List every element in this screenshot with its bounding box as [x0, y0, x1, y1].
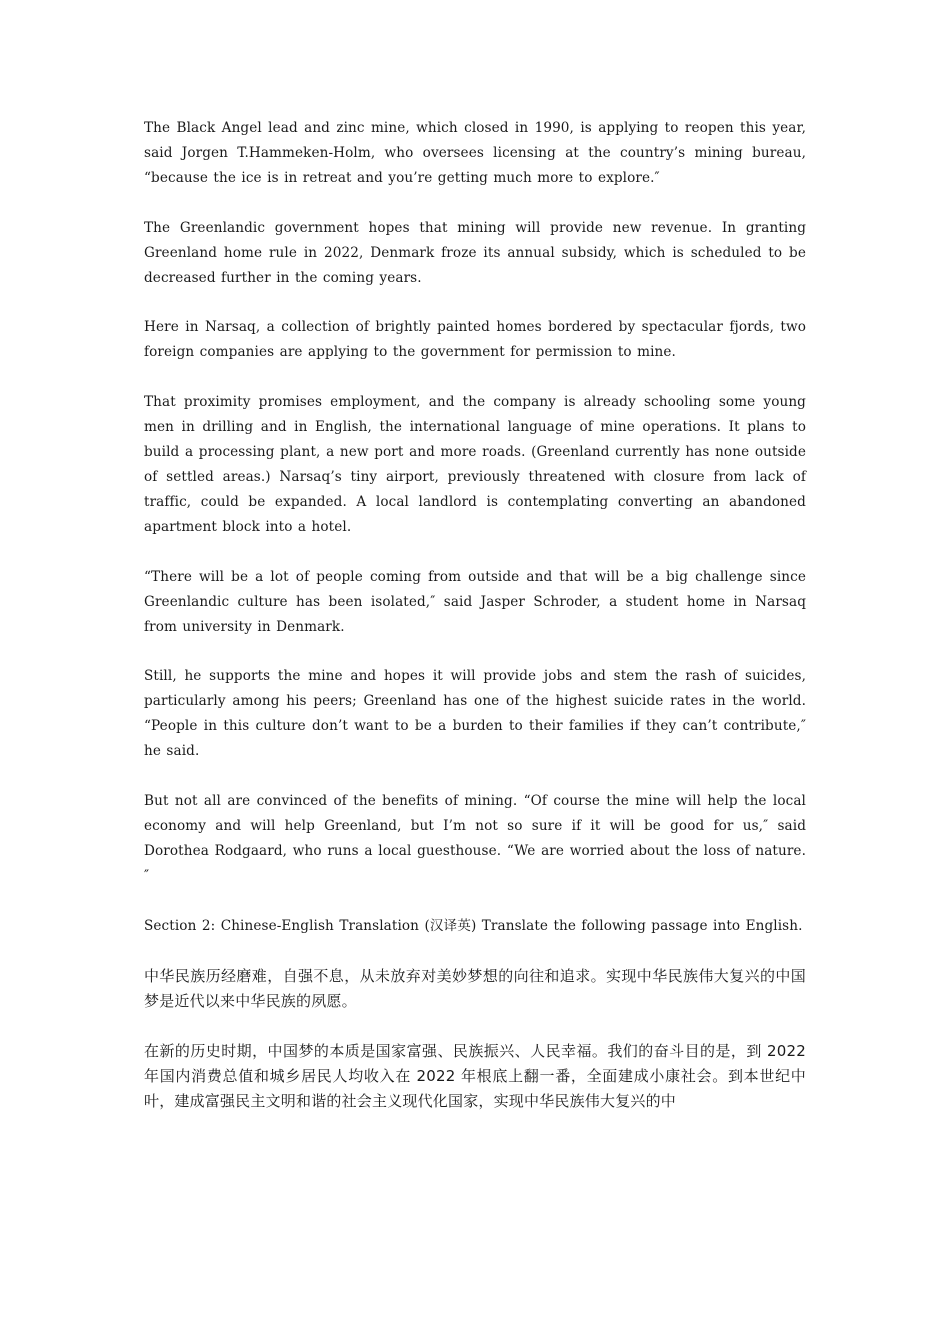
paragraph-government-revenue: The Greenlandic government hopes that mining will provide new revenue. In granting Greenland home rule in 2022, Denmark froze its annual subsidy, which is scheduled to be decreased further in the coming years. [144, 219, 806, 286]
chinese-paragraph-1: 中华民族历经磨难，自强不息，从未放弃对美妙梦想的向往和追求。实现中华民族伟大复兴的中国梦是近代以来中华民族的夙愿。 [144, 966, 806, 1010]
paragraph-black-angel-mine: The Black Angel lead and zinc mine, which closed in 1990, is applying to reopen this year, said Jorgen T.Hammeken-Holm, who oversees licensing at the country’s mining bureau, “because the ice is in retreat and you’re getting much more to explore.″ [144, 120, 806, 186]
section-2-heading: Section 2: Chinese-English Translation (汉译英) Translate the following passage into English. [144, 917, 803, 934]
chinese-paragraph-2: 在新的历史时期，中国梦的本质是国家富强、民族振兴、人民幸福。我们的奋斗目的是，到 2022 年国内消费总值和城乡居民人均收入在 2022 年根底上翻一番，全面建成小康社会。到本世纪中叶，建成富强民主文明和谐的社会主义现代化国家，实现中华民族伟大复兴的中 [144, 1041, 806, 1110]
paragraph-dorothea-quote: But not all are convinced of the benefits of mining. “Of course the mine will help the local economy and will help Greenland, but I’m not so sure if it will be good for us,″ said Dorothea Rodgaard, who runs a local guesthouse. “We are worried about the loss of nature.″ [144, 793, 806, 884]
paragraph-narsaq: Here in Narsaq, a collection of brightly painted homes bordered by spectacular fjords, two foreign companies are applying to the government for permission to mine. [144, 319, 806, 361]
paragraph-suicide-rates: Still, he supports the mine and hopes it will provide jobs and stem the rash of suicides, particularly among his peers; Greenland has one of the highest suicide rates in the world. “People in this culture don’t want to be a burden to their families if they can’t contribute,″ he said. [144, 668, 806, 760]
document-body [144, 116, 806, 1139]
paragraph-employment: That proximity promises employment, and the company is already schooling some young men in drilling and in English, the international language of mine operations. It plans to build a processing plant, a new port and more roads. (Greenland currently has none outside of settled areas.) Narsaq’s tiny airport, previously threatened with closure from lack of traffic, could be expanded. A local landlord is contemplating converting an abandoned apartment block into a hotel. [144, 394, 806, 535]
paragraph-jasper-quote: “There will be a lot of people coming from outside and that will be a big challenge since Greenlandic culture has been isolated,″ said Jasper Schroder, a student home in Narsaq from university in Denmark. [144, 568, 806, 635]
